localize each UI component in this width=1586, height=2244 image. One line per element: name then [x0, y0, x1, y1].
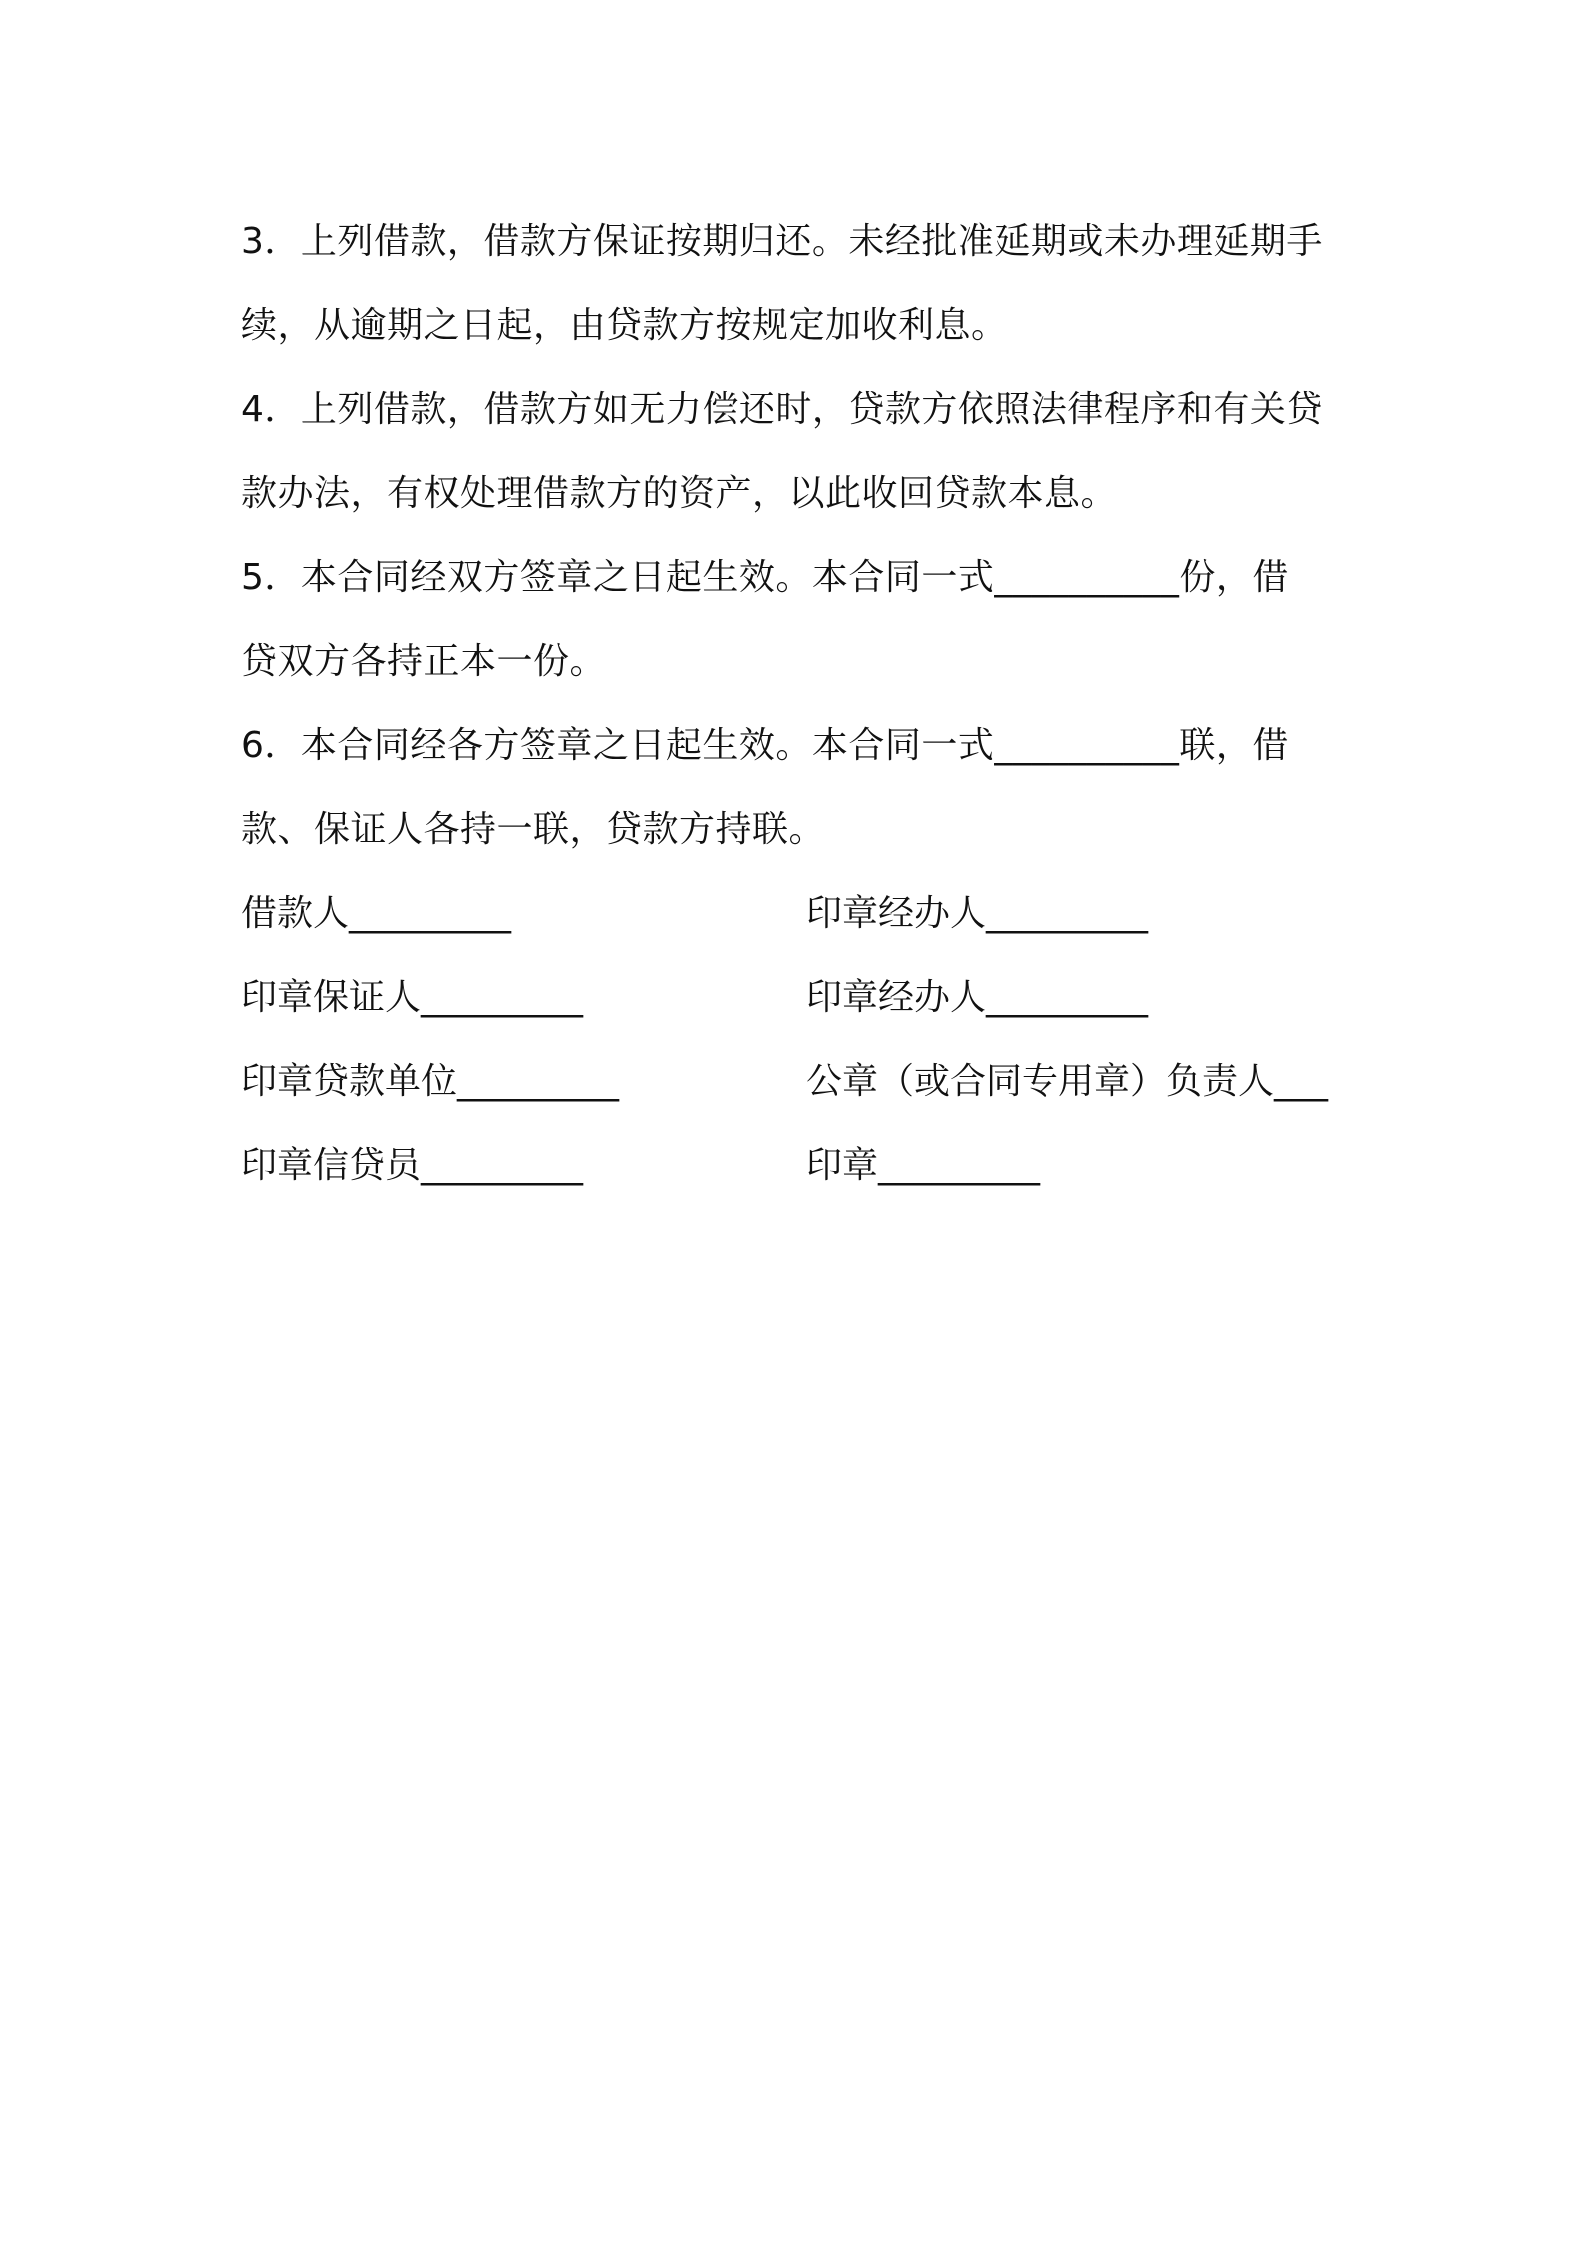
signature-field-seal: 印章_________	[806, 1145, 1041, 1186]
signature-row	[241, 1124, 1361, 1208]
clause-5-line-1: 5．本合同经双方签章之日起生效。本合同一式__________份，借	[241, 557, 1289, 598]
signature-row	[241, 1040, 1361, 1124]
signature-row	[241, 872, 1361, 956]
signature-row	[241, 956, 1361, 1040]
signature-field-credit-officer: 印章信贷员_________	[241, 1145, 584, 1186]
clause-5-line-2: 贷双方各持正本一份。	[241, 641, 607, 682]
signature-field-handler: 印章经办人_________	[806, 977, 1149, 1018]
clause-6-line-2: 款、保证人各持一联，贷款方持联。	[241, 809, 826, 850]
clause-3-line-2: 续，从逾期之日起，由贷款方按规定加收利息。	[241, 305, 1008, 346]
contract-clauses	[241, 200, 1361, 1208]
clause-3-line-1: 3．上列借款，借款方保证按期归还。未经批准延期或未办理延期手	[241, 221, 1323, 262]
signature-field-official-seal: 公章（或合同专用章）负责人___	[806, 1061, 1329, 1102]
signature-field-handler: 印章经办人_________	[806, 893, 1149, 934]
signature-field-borrower: 借款人_________	[241, 893, 512, 934]
signature-field-guarantor: 印章保证人_________	[241, 977, 584, 1018]
clause-4-line-2: 款办法，有权处理借款方的资产，以此收回贷款本息。	[241, 473, 1118, 514]
clause-4-line-1: 4．上列借款，借款方如无力偿还时，贷款方依照法律程序和有关贷	[241, 389, 1323, 430]
signature-field-lender-unit: 印章贷款单位_________	[241, 1061, 620, 1102]
clause-6-line-1: 6．本合同经各方签章之日起生效。本合同一式__________联，借	[241, 725, 1289, 766]
